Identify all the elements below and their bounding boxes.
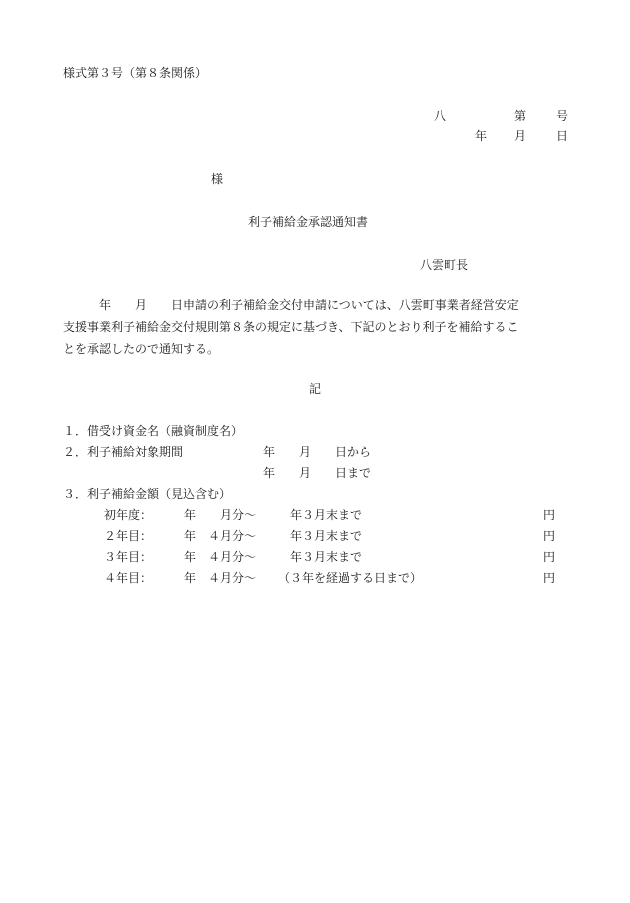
amount-row-end: 年３月末まで bbox=[290, 508, 363, 522]
body-line: 支援事業利子補給金交付規則第８条の規定に基づき、下記のとおり利子を補給するこ bbox=[63, 320, 519, 334]
amount-row-unit: 円 bbox=[543, 571, 556, 585]
body-line: 年 月 日申請の利子補給金交付申請については、八雲町事業者経営安定 bbox=[63, 298, 519, 312]
date-month: 月 bbox=[514, 129, 527, 143]
amount-row-end: 年３月末まで bbox=[290, 550, 363, 564]
body-paragraph bbox=[63, 294, 581, 360]
document-title: 利子補給金承認通知書 bbox=[248, 215, 369, 229]
amount-row-end: 年３月末まで bbox=[290, 529, 363, 543]
amount-row-unit: 円 bbox=[543, 508, 556, 522]
amount-row-start: 年 ４月分～ bbox=[184, 550, 257, 564]
amount-row-unit: 円 bbox=[543, 529, 556, 543]
item-2-to: 年 月 日まで bbox=[263, 466, 372, 480]
issuer: 八雲町長 bbox=[420, 258, 469, 272]
amount-row-unit: 円 bbox=[543, 550, 556, 564]
recipient-suffix: 様 bbox=[211, 172, 224, 186]
item-1-label: １．借受け資金名（融資制度名） bbox=[63, 424, 244, 438]
amount-row-year: 初年度： bbox=[104, 508, 153, 522]
amount-row-year: ３年目： bbox=[104, 550, 153, 564]
item-2-label: ２．利子補給対象期間 bbox=[63, 445, 184, 459]
body-line: とを承認したので通知する。 bbox=[63, 342, 220, 356]
amount-row-end: （３年を経過する日まで） bbox=[278, 571, 423, 585]
form-label: 様式第３号（第８条関係） bbox=[63, 66, 208, 80]
amount-row-start: 年 ４月分～ bbox=[184, 571, 257, 585]
doc-number-dai: 第 bbox=[514, 109, 527, 123]
amount-row-year: ２年目： bbox=[104, 529, 153, 543]
amount-row-year: ４年目： bbox=[104, 571, 153, 585]
doc-number-gou: 号 bbox=[556, 109, 569, 123]
item-2-from: 年 月 日から bbox=[263, 445, 372, 459]
doc-number-prefix: 八 bbox=[434, 109, 447, 123]
date-day: 日 bbox=[556, 129, 569, 143]
amount-row-start: 年 月分～ bbox=[184, 508, 257, 522]
amount-row-start: 年 ４月分～ bbox=[184, 529, 257, 543]
item-3-label: ３．利子補給金額（見込含む） bbox=[63, 487, 232, 501]
ki-heading: 記 bbox=[309, 382, 322, 396]
date-year: 年 bbox=[475, 129, 488, 143]
